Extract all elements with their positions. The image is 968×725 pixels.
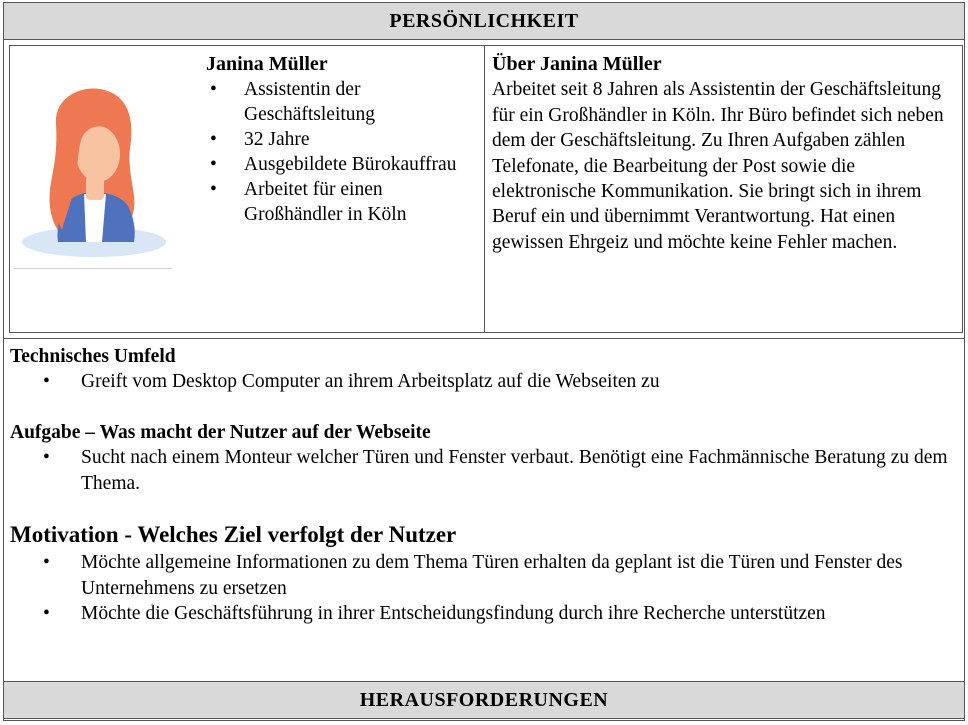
technical-title: Technisches Umfeld [10,346,176,367]
about-title: Über Janina Müller [492,53,662,75]
motivation-title: Motivation - Welches Ziel verfolgt der Nutzer [10,522,457,547]
list-item: • Assistentin der Geschäftsleitung [206,77,476,127]
technical-section [10,344,960,395]
persona-facts [206,77,476,227]
avatar-underline [14,268,172,269]
list-item: • Möchte allgemeine Informationen zu dem Thema Türen erhalten da geplant ist die Türen und Fenster des Unternehmens zu ersetzen [10,550,960,601]
motivation-section [10,520,960,627]
personality-header: PERSÖNLICHKEIT [3,2,965,40]
list-item: • Sucht nach einem Monteur welcher Türen und Fenster verbaut. Benötigt eine Fachmännische Beratung zu dem Thema. [10,445,960,496]
challenges-header: HERAUSFORDERUNGEN [3,681,965,719]
section-divider [3,338,965,339]
persona-name: Janina Müller [206,53,328,75]
list-item: • Arbeitet für einen Großhändler in Köln [206,177,476,227]
list-item: • 32 Jahre [206,127,476,152]
profile-table [9,45,963,333]
column-divider [484,46,485,332]
about-text: Arbeitet seit 8 Jahren als Assistentin der Geschäftsleitung für ein Großhändler in Köln. Ihr Büro befindet sich neben dem der Geschäftsleitung. Zu Ihren Aufgaben zählen Telefonate, die Bearbeitung der Post sowie die elektronische Kommunikation. Sie bringt sich in ihrem Beruf ein und übernimmt Verantwortung. Hat einen gewissen Ehrgeiz und möchte keine Fehler machen. [492,79,944,253]
list-item: • Greift vom Desktop Computer an ihrem Arbeitsplatz auf die Webseiten zu [10,369,960,395]
list-item: • Ausgebildete Bürokauffrau [206,152,476,177]
about-section [492,52,958,255]
woman-avatar-icon [18,84,170,264]
task-title: Aufgabe – Was macht der Nutzer auf der Webseite [10,422,431,443]
list-item: • Möchte die Geschäftsführung in ihrer Entscheidungsfindung durch ihre Recherche unterstützen [10,601,960,627]
task-section [10,420,960,496]
